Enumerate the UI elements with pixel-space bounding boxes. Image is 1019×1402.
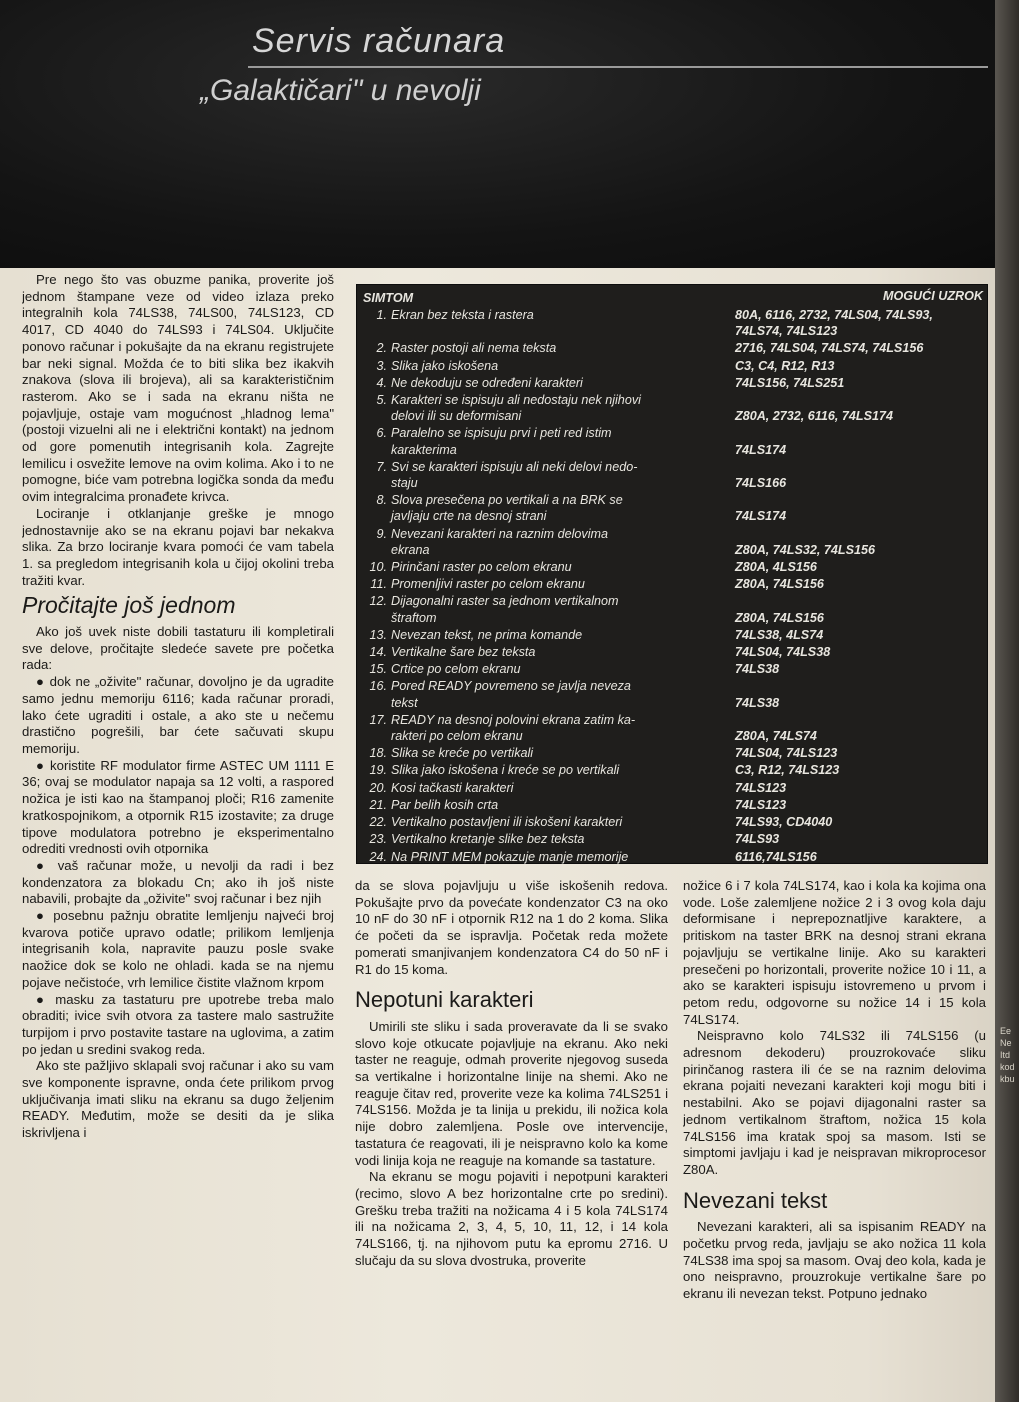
symptom-table	[356, 284, 988, 864]
row-cause: 74LS74, 74LS123	[735, 324, 838, 339]
row-cause: 74LS04, 74LS123	[735, 746, 838, 761]
row-cause: 74LS93	[735, 832, 780, 847]
row-cause: Z80A, 74LS74	[735, 729, 817, 744]
row-number: 10.	[369, 560, 387, 575]
row-cause	[731, 459, 987, 475]
paragraph: Nevezani karakteri, ali sa ispisanim READY na početku prvog reda, javljaju se ako nožica 11 kola 74LS38 ima spoj sa masom. Ovaj deo kola, kada je ono neispravno, prouzrokuje vertikalne šare po ekranu ili nevezan tekst. Potpuno jednako	[683, 1219, 986, 1302]
adjacent-page-text: Ee Ne Itd kod kbu	[1000, 1026, 1015, 1084]
row-number: 14.	[369, 645, 387, 660]
row-symptom: Promenljivi raster po celom ekranu	[391, 577, 585, 592]
row-number: 1.	[376, 308, 387, 322]
paragraph: Umirili ste sliku i sada proveravate da li se svako slovo koje otkucate pojavljuje na ekranu. Ako neki taster ne reaguje, odmah proverite njegovog suseda sa vertikalne i horizontalne linije na shemi. Ako ne reaguje čitav red, proverite veze ka kolima 74LS251 i 74LS156. Možda je ta linija u prekidu, ili nožica kola nije dobro zalemljena. Posle ove intervencije, tastatura će reagovati, ili je neispravno kolo ka kome vodi linija koja ne reaguje na komande sa tastature.	[355, 1018, 668, 1168]
table-row	[357, 797, 987, 813]
bullet-item: ● posebnu pažnju obratite lemljenju najveći broj kvarova potiče upravo odatle; prilikom lemljenja integrisanih kola, napravite pauzu posle svake naožice dok se kolo ne ohladi. kada se na njemu pojave nečistoće, vrh lemilice čistite vlažnom krpom	[22, 908, 334, 990]
title-rule	[248, 66, 988, 68]
table-row	[357, 576, 987, 592]
row-number: 16.	[369, 679, 387, 694]
bullet-item: ● masku za tastaturu pre upotrebe treba malo obraditi; ivice svih otvora za tastere malo sastružite turpijom i prvo postavite tastare na uglovima, a zatim po jedan u sredini svakog reda.	[22, 991, 334, 1057]
row-symptom: Ne dekoduju se određeni karakteri	[391, 375, 583, 390]
row-number: 6.	[376, 426, 387, 441]
table-row	[357, 678, 987, 694]
table-row	[357, 375, 987, 391]
row-symptom: Slova presečena po vertikali a na BRK se	[391, 493, 623, 508]
table-row	[357, 358, 987, 374]
table-row	[357, 849, 987, 865]
row-number: 21.	[369, 797, 387, 812]
row-symptom: Slika jako iskošena	[391, 358, 499, 373]
table-row	[357, 475, 987, 491]
row-symptom: READY na desnoj polovini ekrana zatim ka-	[391, 712, 636, 727]
table-row	[357, 661, 987, 677]
row-symptom: rakteri po celom ekranu	[391, 729, 523, 744]
row-symptom: Par belih kosih crta	[391, 797, 499, 812]
paragraph: nožice 6 i 7 kola 74LS174, kao i kola ka kojima ona vode. Loše zalemljene nožice 2 i 3 ovog kola daju deformisane i neprepoznatljive karaktere, a pritiskom na taster BRK na desnoj strani ekrana pojavljuju se vertikalne linije. Ako su karakteri presečeni po horizontali, proverite nožice 10 i 11, a ako se karakteri ispisuju istovremeno u prvom i petom redu, odgovorne su nožice 14 i 15 kola 74LS174.	[683, 878, 986, 1027]
bullet-item: ● dok ne „oživite" računar, dovoljno je da ugradite samo jednu memoriju 6116; kada računar proradi, lako ćete ugraditi i ostale, a ako ste u nečemu drastično pogrešili, bar ćete sačuvati skupu memoriju.	[22, 674, 334, 756]
row-symptom: Na PRINT MEM pokazuje manje memorije	[391, 849, 629, 864]
article-title: Servis računara	[252, 22, 506, 60]
row-number: 2.	[376, 341, 387, 356]
paragraph: Na ekranu se mogu pojaviti i nepotpuni karakteri (recimo, slovo A bez horizontalne crte po sredini). Grešku treba tražiti na nožicama 4 i 5 kola 74LS174 ili na nožicama 2, 3, 4, 5, 10, 11, 12, i 14 kola 74LS166, tj. na njihovom putu ka epromu 2716. U slučaju da su slova dvostruka, proverite	[355, 1169, 668, 1268]
article-subtitle: „Galaktičari" u nevolji	[200, 74, 481, 107]
table-row	[357, 745, 987, 761]
table-row	[357, 814, 987, 830]
row-cause: 74LS156, 74LS251	[735, 375, 845, 390]
table-row	[357, 408, 987, 424]
row-symptom: Ekran bez teksta i rastera	[391, 308, 534, 322]
row-number: 24.	[369, 849, 387, 864]
row-number	[357, 695, 391, 711]
section-heading: Nepotuni karakteri	[355, 987, 534, 1013]
table-row	[357, 728, 987, 744]
row-number	[357, 408, 391, 424]
table-header-cause: MOGUĆI UZROK	[882, 289, 983, 303]
column-left	[22, 272, 334, 1362]
row-cause: Z80A, 2732, 6116, 74LS174	[735, 409, 893, 424]
row-symptom: štraftom	[391, 610, 437, 625]
row-cause	[731, 492, 987, 508]
table-row	[357, 307, 987, 323]
row-symptom: Svi se karakteri ispisuju ali neki delovi nedo-	[391, 459, 638, 474]
row-symptom: staju	[391, 476, 418, 491]
row-symptom: delovi ili su deformisani	[391, 409, 522, 424]
row-cause: 6116,74LS156	[735, 849, 817, 864]
row-cause: 74LS174	[735, 442, 787, 457]
table-row	[357, 627, 987, 643]
row-symptom: Pored READY povremeno se javlja neveza	[391, 679, 631, 694]
paragraph: Ako ste pažljivo sklapali svoj računar i ako su vam sve komponente ispravne, onda ćete prilikom prvog uključivanja imati sliku na ekranu sa dugo željenim READY. Međutim, može se desiti da je slika iskrivljena i	[22, 1058, 334, 1141]
header-banner	[0, 0, 995, 268]
row-cause: 74LS04, 74LS38	[735, 645, 831, 660]
table-row	[357, 712, 987, 728]
row-number	[357, 442, 391, 458]
table-row	[357, 323, 987, 339]
row-cause: 80A, 6116, 2732, 74LS04, 74LS93,	[735, 308, 933, 322]
row-symptom: Nevezan tekst, ne prima komande	[391, 627, 583, 642]
row-cause	[731, 526, 987, 542]
row-number: 20.	[369, 780, 387, 795]
table-row	[357, 559, 987, 575]
page-edge-shadow	[995, 0, 1019, 1402]
table-row	[357, 762, 987, 778]
table-row	[357, 593, 987, 609]
table-row	[357, 392, 987, 408]
row-symptom: Pirinčani raster po celom ekranu	[391, 560, 572, 575]
paragraph: da se slova pojavljuju u više iskošenih redova. Pokušajte prvo da povećate kondenzator C3 na oko 10 nF do 30 nF i otpornik R12 na 1 do 2 koma. Slika će početi da se ispravlja. Početak reda možete pomerati smanjivanjem kondenzatora C4 do 50 nF i R1 do 15 koma.	[355, 878, 668, 977]
row-cause	[731, 392, 987, 408]
row-cause: Z80A, 4LS156	[735, 560, 817, 575]
table-header-symptom: SIMTOM	[363, 291, 414, 305]
table-row	[357, 526, 987, 542]
bullet-item: ● vaš računar može, u nevolji da radi i bez kondenzatora za blokadu Cn; ako ih još niste nabavili, probajte da „oživite" svoj računar i bez njih	[22, 857, 334, 907]
table-row	[357, 644, 987, 660]
row-number: 4.	[376, 375, 387, 390]
row-symptom: Vertikalno kretanje slike bez teksta	[391, 832, 585, 847]
row-cause: 74LS38	[735, 662, 780, 677]
row-number: 5.	[376, 393, 387, 408]
row-symptom: Dijagonalni raster sa jednom vertikalnom	[391, 594, 619, 609]
section-heading: Pročitajte još jednom	[22, 592, 236, 619]
row-number: 18.	[369, 746, 387, 761]
row-symptom: Vertikalno postavljeni ili iskošeni karakteri	[391, 815, 623, 830]
column-middle	[355, 878, 668, 1358]
row-symptom: Nevezani karakteri na raznim delovima	[391, 526, 608, 541]
row-symptom: Raster postoji ali nema teksta	[391, 341, 557, 356]
section-heading: Nevezani tekst	[683, 1187, 828, 1213]
row-cause	[731, 678, 987, 694]
row-cause: 74LS93, CD4040	[735, 815, 833, 830]
table-row	[357, 492, 987, 508]
row-number: 3.	[376, 358, 387, 373]
row-cause: 74LS38, 4LS74	[735, 627, 824, 642]
row-symptom: Slika jako iskošena i kreće se po vertikali	[391, 763, 620, 778]
table-row	[357, 542, 987, 558]
paragraph: Neispravno kolo 74LS32 ili 74LS156 (u adresnom dekoderu) prouzrokovaće sliku pirinčanog rastera ili će se na raznim delovima ekrana pojaiti nevezani karakteri koji mogu biti i nestabilni. Ako se pojavi dijagonalni raster sa jednom vertikalnom štraftom, nožica 15 kola 74LS156 ima kratak spoj sa masom. Isti se simptomi javljaju i kad je neispravan mikroprocesor Z80A.	[683, 1028, 986, 1177]
row-symptom: karakterima	[391, 442, 457, 457]
row-cause: 2716, 74LS04, 74LS74, 74LS156	[735, 341, 924, 356]
row-cause: 74LS123	[735, 780, 787, 795]
row-number: 8.	[376, 493, 387, 508]
row-number: 22.	[369, 815, 387, 830]
row-number: 15.	[369, 662, 387, 677]
bullet-item: ● koristite RF modulator firme ASTEC UM 1111 E 36; ovaj se modulator napaja sa 12 volti, a raspored nožica je isti kao na štampanoj ploči; R16 zamenite kratkospojnikom, a otpornik R15 izostavite; za druge tipove modulatora potrebno je eksperimentalno odrediti vrednosti ovih otpornika	[22, 757, 334, 857]
row-symptom: Kosi tačkasti karakteri	[391, 780, 514, 795]
row-number: 19.	[369, 763, 387, 778]
row-number: 11.	[370, 577, 387, 592]
row-number	[357, 610, 391, 626]
row-cause	[731, 593, 987, 609]
row-cause: C3, C4, R12, R13	[735, 358, 835, 373]
row-cause	[731, 712, 987, 728]
row-cause: 74LS123	[735, 797, 787, 812]
row-number	[357, 508, 391, 524]
row-symptom: Vertikalne šare bez teksta	[391, 645, 536, 660]
table-row	[357, 425, 987, 441]
table-row	[357, 695, 987, 711]
row-number	[357, 728, 391, 744]
row-cause: Z80A, 74LS156	[735, 610, 824, 625]
row-cause: 74LS174	[735, 509, 787, 524]
column-right	[683, 878, 986, 1358]
paragraph: Lociranje i otklanjanje greške je mnogo jednostavnije ako se na ekranu pojavi bar nekakva slika. Za brzo lociranje kvara pomoći će vam tabela 1. sa pregledom integrisanih kola u čijoj okolini treba tražiti kvar.	[22, 505, 334, 588]
row-number	[357, 323, 391, 339]
row-number: 23.	[369, 832, 387, 847]
table-row	[357, 340, 987, 356]
row-cause: 74LS166	[735, 476, 787, 491]
row-number: 9.	[376, 526, 387, 541]
row-symptom: tekst	[391, 695, 418, 710]
table-row	[357, 610, 987, 626]
row-cause: C3, R12, 74LS123	[735, 763, 840, 778]
table-row	[357, 459, 987, 475]
row-symptom: Crtice po celom ekranu	[391, 662, 521, 677]
table-rows	[357, 307, 987, 865]
row-symptom: Karakteri se ispisuju ali nedostaju nek njihovi	[391, 393, 641, 408]
row-symptom: Slika se kreće po vertikali	[391, 746, 534, 761]
paragraph: Ako još uvek niste dobili tastaturu ili kompletirali sve delove, pročitajte sledeće savete pre početka rada:	[22, 624, 334, 673]
row-cause: Z80A, 74LS156	[735, 577, 824, 592]
table-row	[357, 508, 987, 524]
row-number: 12.	[369, 594, 387, 609]
row-number: 7.	[376, 459, 387, 474]
row-number	[357, 542, 391, 558]
row-symptom	[391, 323, 731, 339]
row-symptom: ekrana	[391, 542, 430, 557]
row-symptom: javljaju crte na desnoj strani	[391, 509, 547, 524]
paragraph: Pre nego što vas obuzme panika, proverite još jednom štampane veze od video izlaza preko integralnih kola 74LS38, 74LS00, 74LS123, CD 4017, CD 4040 do 74LS93 i 74LS04. Uključite ponovo računar i pokušajte da na ekranu registrujete bar neki signal. Možda će to biti slika bez ikakvih znakova (slova ili brojeva), ali sa karakterističnim rasterom. Ako se i sada na ekranu ništa ne pojavljuje, ostaje vam mogućnost „hladnog lema" (postoji vizuelni ali ne i električni kontakt) na jednom od gore pomenutih integrisanih kola. Zagrejte lemilicu i osvežite lemove na ovim kolima. Ako i to ne pomogne, biće vam potrebna logička sonda da među ovim integralcima pronađete krivca.	[22, 272, 334, 505]
row-number: 13.	[369, 627, 387, 642]
table-row	[357, 780, 987, 796]
row-cause	[731, 425, 987, 441]
table-row	[357, 831, 987, 847]
row-number	[357, 475, 391, 491]
table-row	[357, 442, 987, 458]
row-symptom: Paralelno se ispisuju prvi i peti red istim	[391, 426, 612, 441]
row-number: 17.	[369, 712, 387, 727]
row-cause: 74LS38	[735, 695, 780, 710]
row-cause: Z80A, 74LS32, 74LS156	[735, 542, 876, 557]
